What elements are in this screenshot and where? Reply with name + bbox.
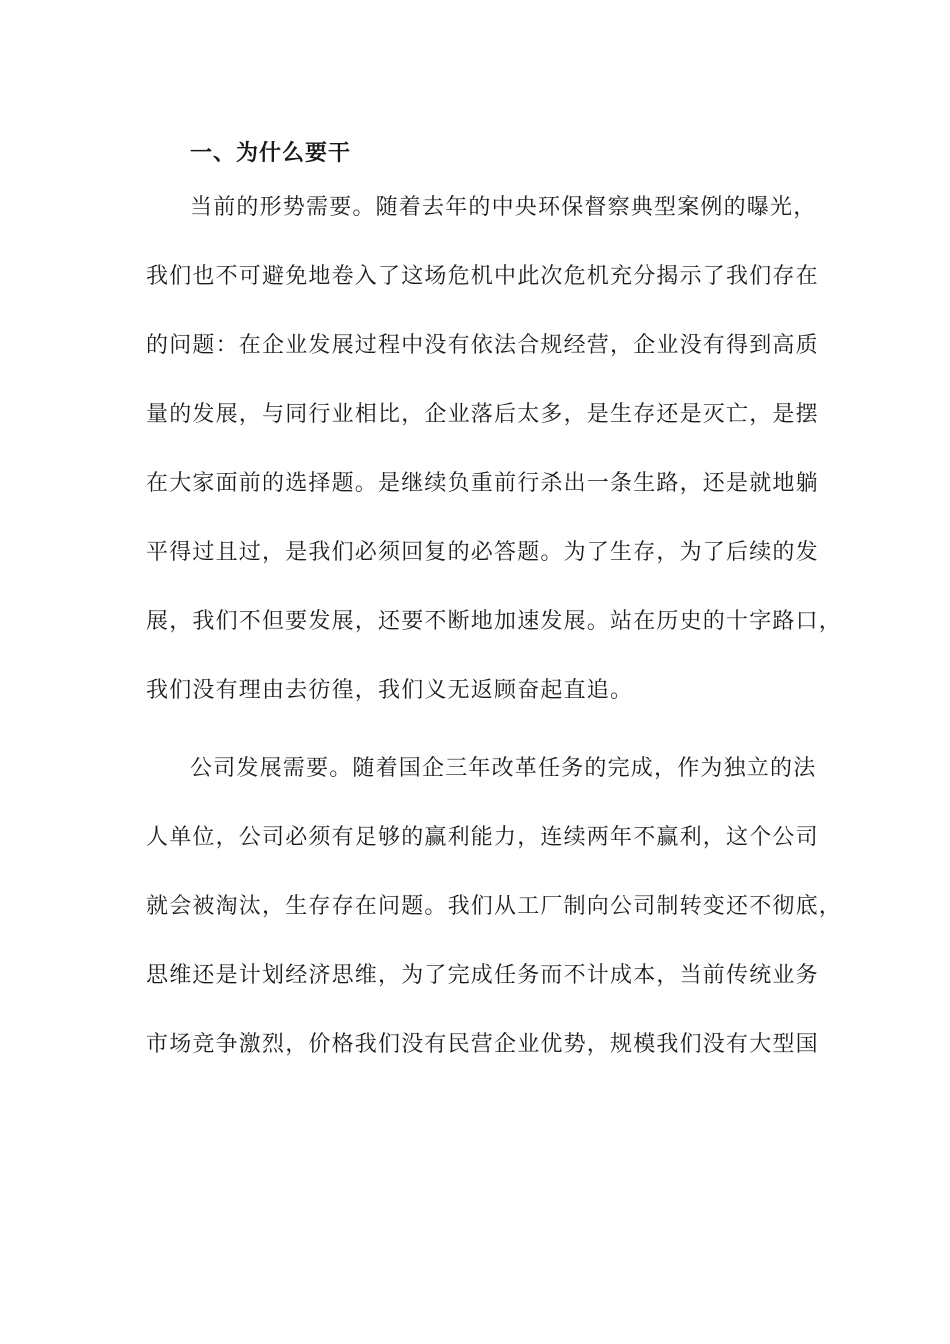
paragraph-line: 展，我们不但要发展，还要不断地加速发展。站在历史的十字路口， bbox=[146, 609, 843, 634]
paragraph-line: 在大家面前的选择题。是继续负重前行杀出一条生路，还是就地躺 bbox=[146, 471, 819, 496]
paragraph-line: 思维还是计划经济思维，为了完成任务而不计成本，当前传统业务 bbox=[146, 963, 819, 988]
paragraph-line: 我们也不可避免地卷入了这场危机中此次危机充分揭示了我们存在 bbox=[146, 264, 819, 289]
paragraph-line: 就会被淘汰，生存存在问题。我们从工厂制向公司制转变还不彻底， bbox=[146, 894, 843, 919]
paragraph-line: 量的发展，与同行业相比，企业落后太多，是生存还是灭亡，是摆 bbox=[146, 402, 819, 427]
paragraph-line: 的问题：在企业发展过程中没有依法合规经营，企业没有得到高质 bbox=[146, 333, 819, 358]
paragraph-line: 人单位，公司必须有足够的赢利能力，连续两年不赢利，这个公司 bbox=[146, 825, 819, 850]
paragraph-line: 市场竞争激烈，价格我们没有民营企业优势，规模我们没有大型国 bbox=[146, 1032, 819, 1057]
paragraph-line: 我们没有理由去彷徨，我们义无返顾奋起直追。 bbox=[146, 678, 634, 703]
paragraph-line: 平得过且过，是我们必须回复的必答题。为了生存，为了后续的发 bbox=[146, 540, 819, 565]
paragraph-line: 公司发展需要。随着国企三年改革任务的完成，作为独立的法 bbox=[190, 756, 817, 781]
paragraph-line: 当前的形势需要。随着去年的中央环保督察典型案例的曝光， bbox=[190, 195, 817, 220]
section-heading: 一、为什么要干 bbox=[190, 140, 352, 166]
